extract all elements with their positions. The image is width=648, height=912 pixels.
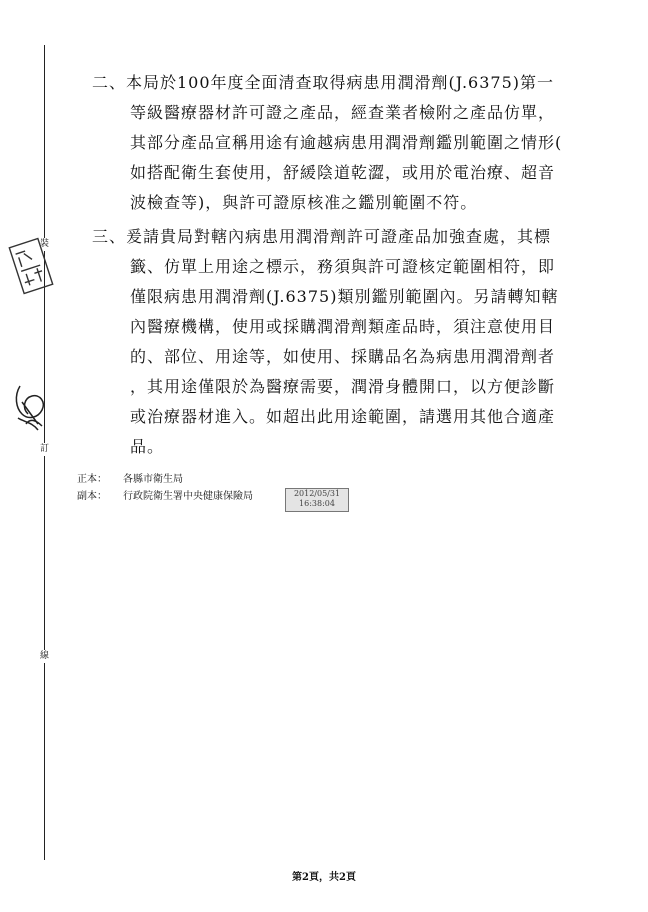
body-item-3 bbox=[92, 222, 582, 462]
body-line: 品。 bbox=[130, 437, 165, 456]
body-line: 波檢查等)，與許可證原核准之鑑別範圍不符。 bbox=[130, 193, 478, 212]
recipient-copy-value: 行政院衛生署中央健康保險局 bbox=[123, 491, 253, 502]
electronic-seal bbox=[285, 488, 349, 512]
binding-label-ding: 訂 bbox=[40, 444, 50, 454]
body-line: 僅限病患用潤滑劑(J.6375)類別鑑別範圍內。另請轉知轄 bbox=[130, 287, 559, 306]
handwritten-signature bbox=[12, 378, 50, 436]
body-line: 或治療器材進入。如超出此用途範圍，請選用其他合適產 bbox=[130, 407, 556, 426]
body-line: 如搭配衛生套使用，舒緩陰道乾澀，或用於電治療、超音 bbox=[130, 163, 556, 182]
page-number: 第2頁，共2頁 bbox=[292, 872, 356, 883]
recipient-main bbox=[77, 473, 183, 486]
body-line: 二、本局於100年度全面清查取得病患用潤滑劑(J.6375)第一 bbox=[92, 73, 555, 92]
recipient-copy-label: 副本： bbox=[77, 491, 107, 502]
body-line: 的、部位、用途等，如使用、採購品名為病患用潤滑劑者 bbox=[130, 347, 556, 366]
official-seal-stamp bbox=[8, 232, 54, 300]
body-item-2 bbox=[92, 68, 582, 218]
body-line: ，其用途僅限於為醫療需要，潤滑身體開口，以方便診斷 bbox=[130, 377, 556, 396]
binding-label-xian: 線 bbox=[40, 651, 50, 661]
recipient-main-label: 正本： bbox=[77, 474, 107, 485]
recipient-main-value: 各縣市衛生局 bbox=[123, 474, 183, 485]
body-line: 其部分產品宣稱用途有逾越病患用潤滑劑鑑別範圍之情形( bbox=[130, 133, 563, 152]
body-line: 等級醫療器材許可證之產品，經查業者檢附之產品仿單， bbox=[130, 103, 556, 122]
seal-date: 2012/05/31 bbox=[293, 489, 341, 498]
body-line: 內醫療機構，使用或採購潤滑劑類產品時，須注意使用目 bbox=[130, 317, 556, 336]
body-line: 三、爰請貴局對轄內病患用潤滑劑許可證產品加強查處，其標 bbox=[92, 227, 552, 246]
body-line: 籤、仿單上用途之標示，務須與許可證核定範圍相符，即 bbox=[130, 257, 556, 276]
seal-time: 16:38:04 bbox=[299, 499, 335, 508]
binding-label-zhuang: 裝 bbox=[40, 239, 50, 249]
recipient-copy bbox=[77, 490, 253, 503]
